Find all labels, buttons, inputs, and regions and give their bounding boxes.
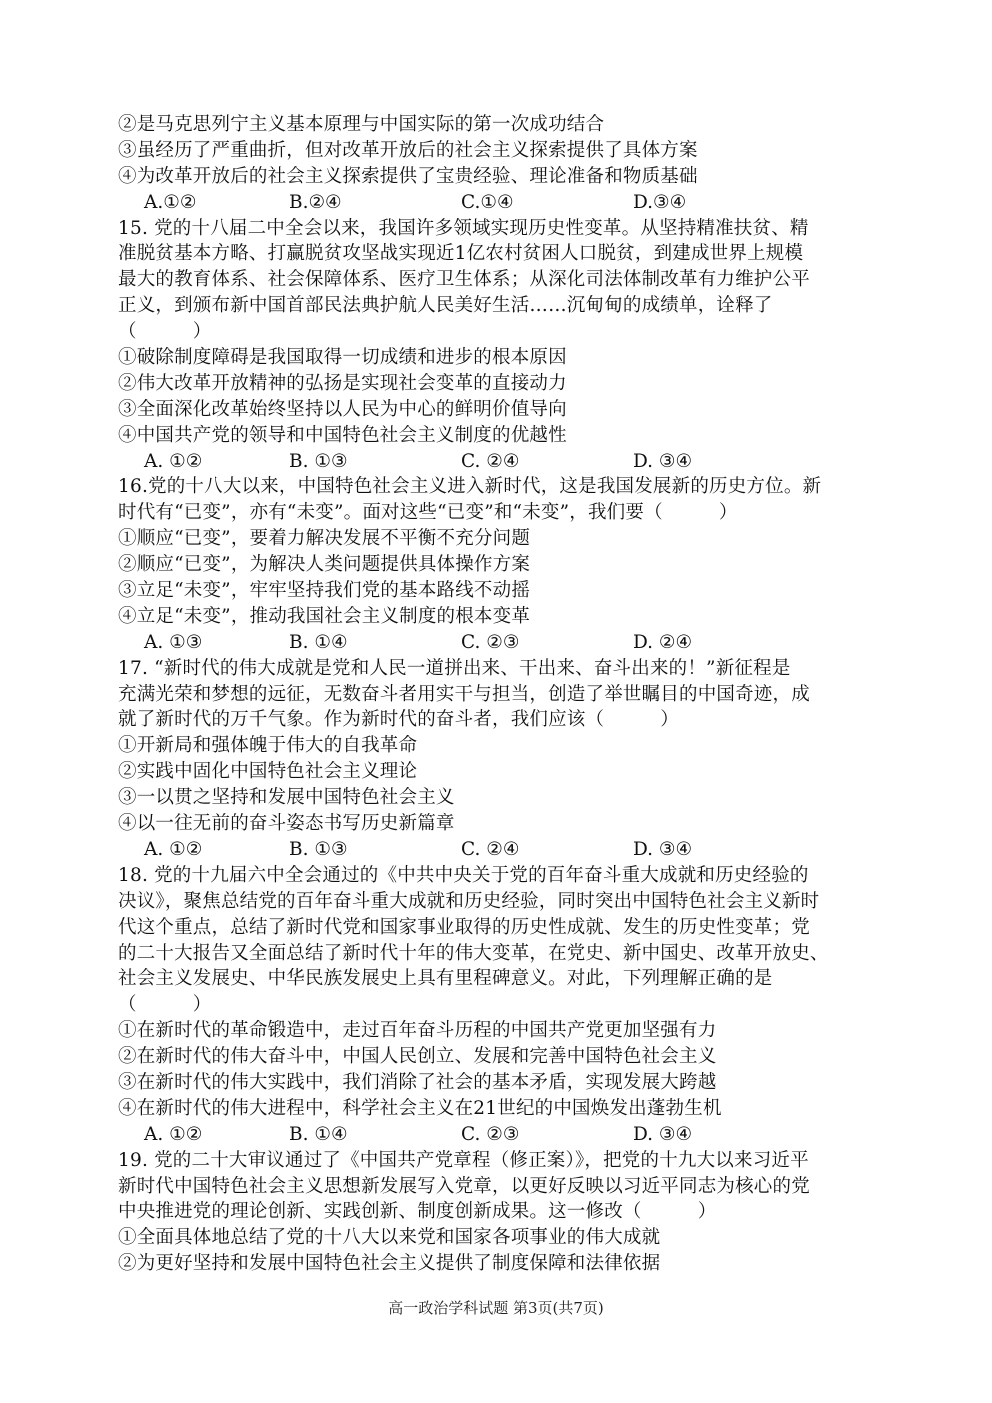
choice-statement: ②实践中固化中国特色社会主义理论: [118, 761, 418, 783]
choice-statement: ①开新局和强体魄于伟大的自我革命: [118, 735, 418, 757]
option-d: D. ③④: [633, 1123, 693, 1145]
choice-statement: ③一以贯之坚持和发展中国特色社会主义: [118, 787, 455, 809]
choice-statement: ③立足“未变”，牢牢坚持我们党的基本路线不动摇: [118, 580, 531, 602]
question-stem: 正义，到颁布新中国首部民法典护航人民美好生活……沉甸甸的成绩单，诠释了: [118, 295, 773, 317]
choice-statement: ②伟大改革开放精神的弘扬是实现社会变革的直接动力: [118, 372, 567, 394]
option-c: C. ②④: [461, 838, 520, 860]
question-content: [118, 112, 868, 1277]
choice-statement: ①全面具体地总结了党的十八大以来党和国家各项事业的伟大成就: [118, 1227, 661, 1249]
choice-statement: ④在新时代的伟大进程中，科学社会主义在21世纪的中国焕发出蓬勃生机: [118, 1097, 722, 1119]
question-stem: 最大的教育体系、社会保障体系、医疗卫生体系；从深化司法体制改革有力维护公平: [118, 269, 810, 291]
question-17: [118, 656, 868, 863]
answer-options: [118, 190, 868, 216]
choice-statement: ①破除制度障碍是我国取得一切成绩和进步的根本原因: [118, 347, 567, 369]
choice-statement: ④中国共产党的领导和中国特色社会主义制度的优越性: [118, 424, 567, 446]
option-a: A. ①②: [144, 450, 203, 472]
choice-statement: ①顺应“已变”，要着力解决发展不平衡不充分问题: [118, 528, 531, 550]
option-c: C. ②③: [461, 631, 520, 653]
option-d: D.③④: [633, 191, 687, 213]
answer-blank: （ ）: [118, 321, 212, 343]
option-d: D. ③④: [633, 838, 693, 860]
choice-statement: ②在新时代的伟大奋斗中，中国人民创立、发展和完善中国特色社会主义: [118, 1046, 717, 1068]
option-a: A. ①②: [144, 1123, 203, 1145]
option-b: B. ①③: [289, 838, 348, 860]
choice-statement: ②顺应“已变”，为解决人类问题提供具体操作方案: [118, 554, 531, 576]
choice-statement: ④为改革开放后的社会主义探索提供了宝贵经验、理论准备和物质基础: [118, 165, 698, 187]
question-14-tail: [118, 112, 868, 216]
answer-options: [118, 1122, 868, 1148]
question-16: [118, 474, 868, 655]
option-b: B. ①④: [289, 1123, 348, 1145]
option-a: A.①②: [144, 191, 197, 213]
option-d: D. ②④: [633, 631, 693, 653]
question-stem: 新时代中国特色社会主义思想新发展写入党章，以更好反映以习近平同志为核心的党: [118, 1175, 810, 1197]
option-b: B. ①③: [289, 450, 348, 472]
question-stem: 决议》，聚焦总结党的百年奋斗重大成就和历史经验，同时突出中国特色社会主义新时: [118, 890, 820, 912]
question-stem: 18. 党的十九届六中全会通过的《中共中央关于党的百年奋斗重大成就和历史经验的: [118, 864, 809, 886]
question-stem: 15. 党的十八届二中全会以来，我国许多领域实现历史性变革。从坚持精准扶贫、精: [118, 217, 809, 239]
question-stem: 就了新时代的万千气象。作为新时代的奋斗者，我们应该（ ）: [118, 709, 680, 731]
question-19: [118, 1148, 868, 1277]
choice-statement: ③虽经历了严重曲折，但对改革开放后的社会主义探索提供了具体方案: [118, 139, 698, 161]
option-a: A. ①②: [144, 838, 203, 860]
choice-statement: ②为更好坚持和发展中国特色社会主义提供了制度保障和法律依据: [118, 1253, 661, 1275]
option-b: B.②④: [289, 191, 342, 213]
choice-statement: ①在新时代的革命锻造中，走过百年奋斗历程的中国共产党更加坚强有力: [118, 1020, 717, 1042]
answer-options: [118, 837, 868, 863]
page-footer: 高一政治学科试题 第3页(共7页): [388, 1299, 604, 1317]
question-stem: 19. 党的二十大审议通过了《中国共产党章程（修正案）》，把党的十九大以来习近平: [118, 1149, 809, 1171]
option-c: C.①④: [461, 191, 514, 213]
option-c: C. ②④: [461, 450, 520, 472]
question-stem: 准脱贫基本方略、打赢脱贫攻坚战实现近1亿农村贫困人口脱贫，到建成世界上规模: [118, 243, 804, 265]
option-b: B. ①④: [289, 631, 348, 653]
question-stem: 中央推进党的理论创新、实践创新、制度创新成果。这一修改（ ）: [118, 1201, 717, 1223]
question-stem: 16.党的十八大以来，中国特色社会主义进入新时代，这是我国发展新的历史方位。新: [118, 476, 822, 498]
answer-options: [118, 449, 868, 475]
answer-blank: （ ）: [118, 994, 212, 1016]
choice-statement: ③在新时代的伟大实践中，我们消除了社会的基本矛盾，实现发展大跨越: [118, 1071, 717, 1093]
choice-statement: ②是马克思列宁主义基本原理与中国实际的第一次成功结合: [118, 114, 605, 135]
choice-statement: ④以一往无前的奋斗姿态书写历史新篇章: [118, 813, 455, 835]
option-a: A. ①③: [144, 631, 203, 653]
choice-statement: ④立足“未变”，推动我国社会主义制度的根本变革: [118, 605, 531, 627]
option-c: C. ②③: [461, 1123, 520, 1145]
choice-statement: ③全面深化改革始终坚持以人民为中心的鲜明价值导向: [118, 398, 567, 420]
question-18: [118, 863, 868, 1148]
answer-options: [118, 630, 868, 656]
question-stem: 的二十大报告又全面总结了新时代十年的伟大变革，在党史、新中国史、改革开放史、: [118, 942, 829, 964]
question-stem: 17. “新时代的伟大成就是党和人民一道拼出来、干出来、奋斗出来的！”新征程是: [118, 657, 791, 679]
question-stem: 社会主义发展史、中华民族发展史上具有里程碑意义。对此，下列理解正确的是: [118, 968, 773, 990]
option-d: D. ③④: [633, 450, 693, 472]
question-stem: 充满光荣和梦想的远征，无数奋斗者用实干与担当，创造了举世瞩目的中国奇迹，成: [118, 683, 810, 705]
question-15: [118, 216, 868, 475]
question-stem: 时代有“已变”，亦有“未变”。面对这些“已变”和“未变”，我们要（ ）: [118, 502, 738, 524]
question-stem: 代这个重点，总结了新时代党和国家事业取得的历史性成就、发生的历史性变革；党: [118, 916, 810, 938]
